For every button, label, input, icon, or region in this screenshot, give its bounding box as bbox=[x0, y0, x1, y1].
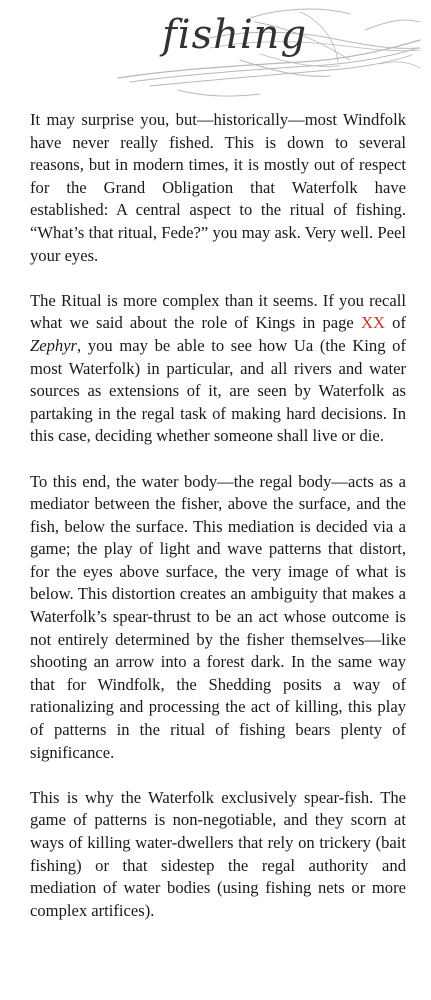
book-title: Zephyr bbox=[30, 335, 78, 355]
paragraph-2 bbox=[30, 290, 406, 448]
page-reference: XX bbox=[360, 313, 385, 333]
paragraph-2-start: The Ritual is more complex than it seems. If you recall what we said about the role of Kings in page bbox=[30, 290, 406, 333]
article-body bbox=[30, 109, 406, 945]
paragraph-3: To this end, the water body—the regal body—acts as a mediator between the fisher, above the surface, and the fish, below the surface. This mediation is decided via a game; the play of light and wave patterns that distort, for the eyes above surface, the very image of what is below. This distortion creates an ambiguity that makes a Waterfolk’s spear-thrust to be an act whose outcome is not entirely determined by the fisher themselves—like shooting an arrow into a forest dark. In the same way that for Windfolk, the Shedding posits a way of rationalizing and processing the act of killing, this play of patterns in the ritual of fishing bears plenty of significance. bbox=[30, 471, 406, 762]
chapter-header bbox=[0, 0, 431, 108]
paragraph-1: It may surprise you, but—historically—most Windfolk have never really fished. This is down to several reasons, but in modern times, it is mostly out of respect for the Grand Obligation that Waterfolk have established: A central aspect to the ritual of fishing. “What’s that ritual, Fede?” you may ask. Very well. Peel your eyes. bbox=[30, 110, 406, 265]
page-title: fishing bbox=[162, 12, 308, 58]
paragraph-4: This is why the Waterfolk exclusively spear-fish. The game of patterns is non-negotiable, and they scorn at ways of killing water-dwellers that rely on trickery (bait fishing) or that sidestep the regal authority and mediation of water bodies (using fishing nets or more complex artifices). bbox=[30, 787, 406, 920]
paragraph-2-of: of bbox=[384, 313, 406, 333]
paragraph-2-end: , you may be able to see how Ua (the King of most Waterfolk) in particular, and all rivers and water sources as extensions of it, are seen by Waterfolk as partaking in the regal task of making hard decisions. In this case, deciding whether someone shall live or die. bbox=[30, 335, 406, 446]
